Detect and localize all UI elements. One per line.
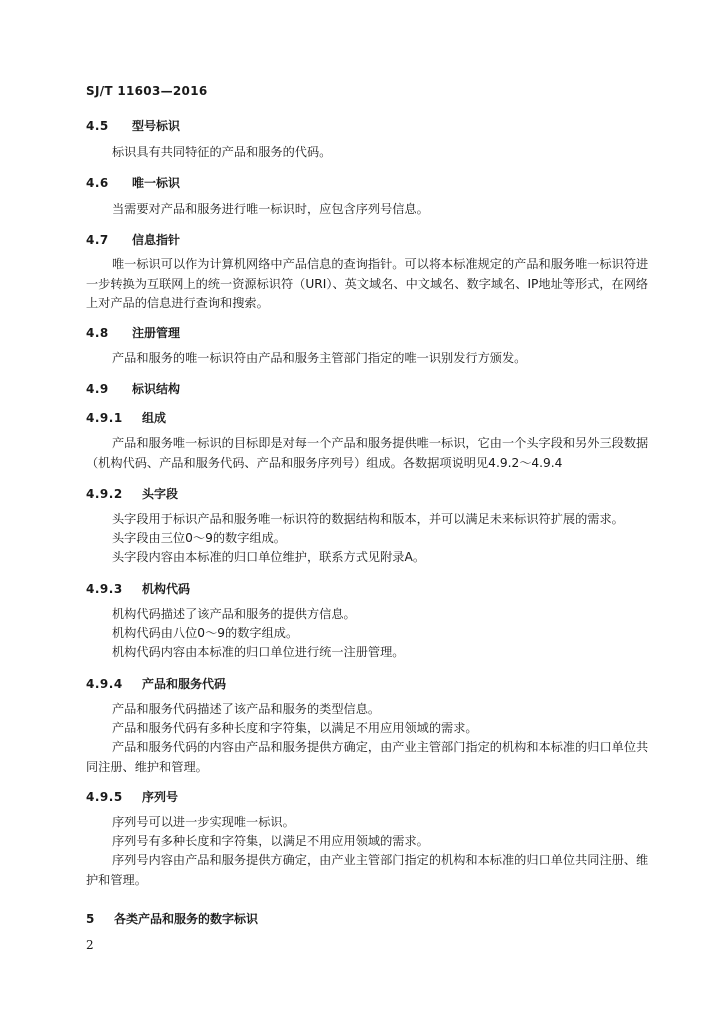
heading-5 <box>86 910 258 927</box>
heading-4-9-1 <box>86 409 166 426</box>
section-number: 4.9.3 <box>86 582 123 596</box>
paragraph-4-9-2-b: 头字段由三位0～9的数字组成。 <box>112 531 286 545</box>
heading-4-8 <box>86 324 180 341</box>
paragraph-4-9-3-a: 机构代码描述了该产品和服务的提供方信息。 <box>112 607 356 621</box>
document-code: SJ/T 11603—2016 <box>86 84 208 98</box>
section-title: 标识结构 <box>132 382 181 396</box>
heading-4-7 <box>86 231 180 248</box>
section-number: 4.9 <box>86 382 109 396</box>
heading-4-9-2 <box>86 485 178 502</box>
section-number: 4.8 <box>86 326 109 340</box>
paragraph-4-9-4-c: 产品和服务代码的内容由产品和服务提供方确定，由产业主管部门指定的机构和本标准的归口单位共同注册、维护和管理。 <box>86 740 649 774</box>
paragraph-4-9-5-a: 序列号可以进一步实现唯一标识。 <box>112 815 295 829</box>
paragraph-4-9-1: 产品和服务唯一标识的目标即是对每一个产品和服务提供唯一标识，它由一个头字段和另外三段数据（机构代码、产品和服务代码、产品和服务序列号）组成。各数据项说明见4.9.2～4.9.4 <box>86 436 649 470</box>
page-number: 2 <box>86 938 94 952</box>
paragraph-4-7: 唯一标识可以作为计算机网络中产品信息的查询指针。可以将本标准规定的产品和服务唯一标识符进一步转换为互联网上的统一资源标识符（URI）、英文域名、中文域名、数字域名、IP地址等形式，在网络上对产品的信息进行查询和搜索。 <box>86 257 649 310</box>
paragraph-4-9-3-c: 机构代码内容由本标准的归口单位进行统一注册管理。 <box>112 645 405 659</box>
section-title: 产品和服务代码 <box>142 677 227 691</box>
section-title: 序列号 <box>142 790 179 804</box>
section-number: 4.9.4 <box>86 677 123 691</box>
paragraph-4-9-5-c: 序列号内容由产品和服务提供方确定，由产业主管部门指定的机构和本标准的归口单位共同注册、维护和管理。 <box>86 853 649 887</box>
section-title: 组成 <box>142 411 167 425</box>
paragraph-4-5: 标识具有共同特征的产品和服务的代码。 <box>112 145 332 159</box>
section-title: 信息指针 <box>132 233 181 247</box>
paragraph-4-8: 产品和服务的唯一标识符由产品和服务主管部门指定的唯一识别发行方颁发。 <box>112 351 527 365</box>
section-number: 4.9.2 <box>86 487 123 501</box>
section-title: 头字段 <box>142 487 179 501</box>
heading-4-9 <box>86 380 180 397</box>
section-number: 4.5 <box>86 119 109 133</box>
paragraph-4-9-4-a: 产品和服务代码描述了该产品和服务的类型信息。 <box>112 702 381 716</box>
section-number: 4.7 <box>86 233 109 247</box>
paragraph-4-9-3-b: 机构代码由八位0～9的数字组成。 <box>112 626 299 640</box>
paragraph-4-9-5-b: 序列号有多种长度和字符集，以满足不用应用领域的需求。 <box>112 834 429 848</box>
section-title: 机构代码 <box>142 582 191 596</box>
section-number: 4.9.5 <box>86 790 123 804</box>
section-number: 4.9.1 <box>86 411 123 425</box>
heading-4-5 <box>86 117 180 134</box>
section-number: 4.6 <box>86 176 109 190</box>
section-title: 型号标识 <box>132 119 181 133</box>
heading-4-9-3 <box>86 580 190 597</box>
heading-4-6 <box>86 174 180 191</box>
section-number: 5 <box>86 912 95 926</box>
paragraph-4-9-2-a: 头字段用于标识产品和服务唯一标识符的数据结构和版本，并可以满足未来标识符扩展的需求。 <box>112 512 624 526</box>
section-title: 注册管理 <box>132 326 181 340</box>
paragraph-4-6: 当需要对产品和服务进行唯一标识时，应包含序列号信息。 <box>112 202 429 216</box>
section-title: 各类产品和服务的数字标识 <box>114 912 259 926</box>
paragraph-4-9-2-c: 头字段内容由本标准的归口单位维护，联系方式见附录A。 <box>112 550 426 564</box>
paragraph-4-9-4-b: 产品和服务代码有多种长度和字符集，以满足不用应用领域的需求。 <box>112 721 478 735</box>
heading-4-9-5 <box>86 788 178 805</box>
section-title: 唯一标识 <box>132 176 181 190</box>
heading-4-9-4 <box>86 675 226 692</box>
